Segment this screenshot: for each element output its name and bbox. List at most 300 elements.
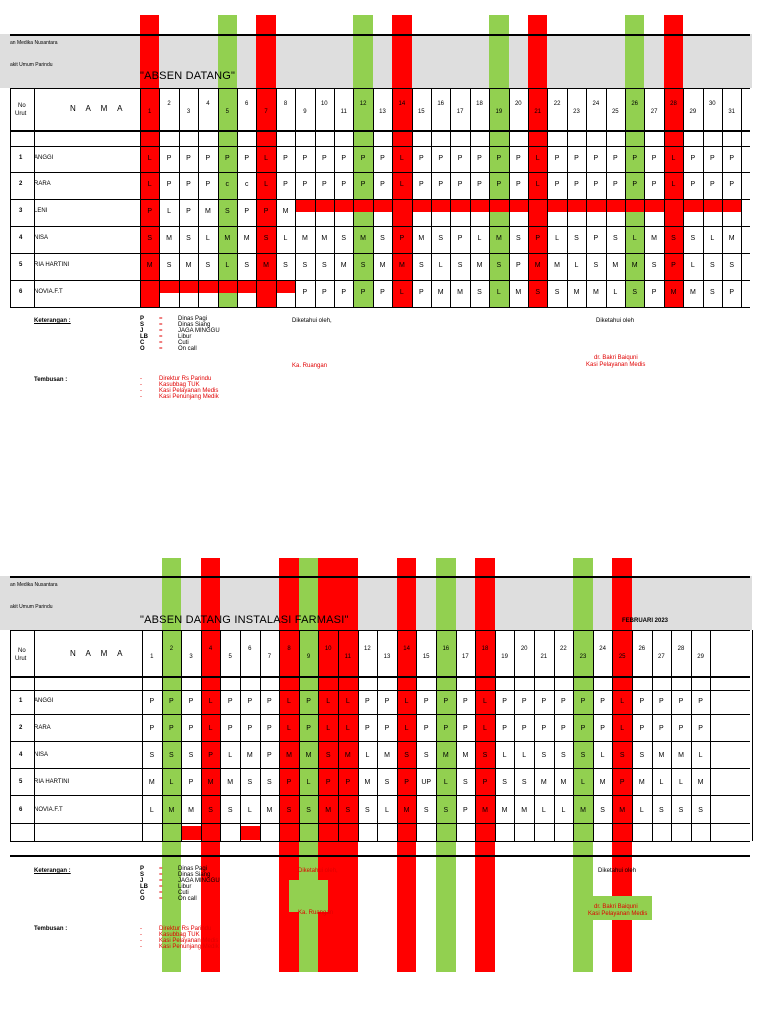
shift-cell: c [244, 181, 249, 188]
grid-row-line [10, 741, 750, 742]
row-number: 1 [19, 698, 23, 704]
employee-name: NISA [34, 235, 49, 241]
shift-cell: P [600, 725, 605, 732]
shift-cell: P [612, 181, 618, 188]
shift-cell: L [502, 752, 507, 759]
grid-col-line [606, 88, 607, 307]
shift-cell: S [423, 807, 429, 814]
day-number: 4 [206, 101, 210, 107]
shift-cell: P [186, 181, 191, 188]
day-number: 25 [618, 654, 626, 660]
shift-cell: P [515, 181, 521, 188]
day-number: 24 [592, 101, 600, 107]
row-number: 5 [19, 779, 23, 785]
grid-col-line [10, 88, 11, 307]
shift-cell: S [423, 752, 429, 759]
legend-code: P [140, 316, 145, 322]
shift-cell: M [437, 289, 444, 296]
grid-col-line [179, 88, 180, 307]
grid-col-line [547, 88, 548, 307]
shift-cell: S [360, 262, 366, 269]
shift-cell: S [341, 235, 347, 242]
shift-cell: P [205, 155, 211, 162]
day-number: 1 [150, 654, 154, 660]
day-number: 5 [225, 109, 229, 115]
tembusan-text: Direktur Rs Parindu [159, 376, 212, 382]
shift-cell: P [283, 155, 288, 162]
shift-cell: S [321, 262, 327, 269]
shift-cell: L [659, 779, 664, 786]
row-number: 5 [19, 262, 23, 268]
day-number: 8 [283, 101, 288, 107]
shift-cell: P [186, 208, 191, 215]
shift-cell: S [709, 289, 715, 296]
grid-col-line [412, 88, 413, 307]
shift-cell: P [457, 235, 463, 242]
shift-cell: M [651, 235, 657, 242]
shift-cell: P [423, 725, 429, 732]
grid-col-line [710, 630, 711, 841]
grid-row-line [10, 841, 750, 842]
shift-cell: P [463, 725, 468, 732]
shift-cell: M [204, 208, 211, 215]
grid-col-line [392, 88, 393, 307]
day-number: 10 [324, 646, 332, 652]
shift-cell: L [639, 807, 644, 814]
shift-cell: S [482, 752, 488, 759]
shift-cell: P [463, 807, 468, 814]
grid-col-line [625, 88, 626, 307]
day-number: 3 [186, 109, 191, 115]
day-number: 26 [631, 101, 639, 107]
day-number: 21 [534, 109, 542, 115]
shift-cell: M [188, 807, 194, 814]
shift-cell: S [574, 235, 579, 242]
shift-cell: L [671, 181, 676, 188]
shift-cell: P [678, 725, 684, 732]
day-number: 24 [599, 646, 606, 652]
day-number: 12 [359, 101, 367, 107]
shift-cell: S [149, 752, 155, 759]
shift-cell: P [263, 208, 269, 215]
row-number: 2 [19, 725, 23, 731]
grid-col-line [159, 88, 160, 307]
shift-cell: P [580, 698, 586, 705]
row-number: 6 [19, 807, 23, 813]
shift-cell: P [188, 725, 194, 732]
employee-name: RIA HARTINI [34, 779, 70, 785]
shift-cell: S [365, 807, 370, 814]
employee-name: RIA HARTINI [34, 262, 70, 268]
grid-row-line [10, 34, 750, 36]
shift-cell: L [228, 752, 233, 759]
legend-dash: = [159, 334, 163, 340]
shift-cell: S [502, 779, 507, 786]
shift-cell: M [398, 262, 405, 269]
shift-cell: L [477, 235, 482, 242]
grid-col-line [683, 88, 684, 307]
shift-cell: L [613, 289, 618, 296]
shift-cell: L [326, 725, 331, 732]
shift-cell: P [541, 698, 547, 705]
shift-cell: P [593, 235, 599, 242]
shift-cell: P [593, 181, 599, 188]
shift-cell: P [186, 155, 191, 162]
shift-cell: M [599, 779, 606, 786]
shift-cell: P [418, 289, 424, 296]
day-number: 16 [442, 646, 450, 652]
shift-cell: M [495, 235, 502, 242]
shift-cell: P [321, 289, 327, 296]
shift-cell: M [501, 807, 508, 814]
shift-cell: S [690, 235, 696, 242]
shift-cell: L [287, 725, 291, 732]
shift-cell: P [502, 698, 507, 705]
ka-ruangan: Ka. Ruangan [298, 910, 334, 916]
ka-ruangan: Ka. Ruangan [292, 363, 328, 369]
legend-code: J [140, 328, 144, 334]
day-number: 18 [476, 101, 483, 107]
shift-cell: M [612, 262, 619, 269]
day-number: 22 [560, 646, 567, 652]
shift-cell: P [306, 725, 311, 732]
shift-cell: L [679, 779, 683, 786]
shift-cell: L [671, 155, 676, 162]
day-number: 22 [553, 101, 561, 107]
shift-cell: P [399, 235, 405, 242]
day-column-highlight [475, 558, 495, 972]
shift-cell: P [612, 155, 618, 162]
shift-cell: M [243, 235, 250, 242]
shift-cell: L [385, 807, 389, 814]
day-number: 27 [650, 109, 658, 115]
legend-desc: Dinas Siang [178, 322, 211, 328]
shift-cell: S [418, 262, 424, 269]
shift-cell: P [457, 155, 463, 162]
shift-cell: P [321, 181, 327, 188]
shift-cell: P [418, 181, 424, 188]
no-label: No [18, 103, 26, 109]
grid-col-line [276, 88, 277, 307]
shift-cell: P [302, 289, 308, 296]
shift-cell: P [632, 155, 638, 162]
shift-cell: P [345, 779, 351, 786]
shift-cell: M [521, 807, 528, 814]
shift-cell: L [208, 698, 213, 705]
shift-cell: M [573, 289, 580, 296]
shift-cell: P [302, 155, 308, 162]
day-number: 6 [245, 101, 249, 107]
shift-cell: P [651, 155, 657, 162]
day-number: 23 [573, 109, 580, 115]
legend-desc: Cuti [178, 890, 189, 896]
diketahui-left: Diketahui oleh, [298, 868, 338, 874]
filled-row-block [295, 199, 741, 212]
legend-dash: = [159, 328, 163, 334]
grid-col-line [586, 88, 587, 307]
shift-cell: M [185, 262, 192, 269]
grid-col-line [664, 88, 665, 307]
legend-code: C [140, 340, 145, 346]
shift-cell: L [287, 698, 291, 705]
shift-cell: S [244, 262, 250, 269]
grid-col-line [489, 88, 490, 307]
shift-cell: L [205, 235, 210, 242]
shift-cell: P [574, 155, 579, 162]
grid-col-line [295, 88, 296, 307]
shift-cell: M [344, 752, 351, 759]
signature-highlight [289, 880, 328, 912]
shift-cell: M [148, 779, 155, 786]
shift-cell: S [496, 262, 502, 269]
shift-cell: M [580, 807, 586, 814]
row-number: 4 [19, 235, 23, 241]
shift-cell: P [224, 155, 230, 162]
keterangan-label: Keterangan : [34, 318, 71, 324]
shift-cell: M [246, 752, 253, 759]
employee-name: LENI [34, 208, 48, 214]
grid-row-line [10, 146, 750, 147]
shift-cell: M [379, 262, 386, 269]
shift-cell: L [438, 262, 443, 269]
shift-cell: P [521, 698, 527, 705]
shift-cell: M [678, 752, 684, 759]
grid-row-line [10, 88, 750, 89]
shift-cell: M [168, 807, 175, 814]
legend-code: J [140, 878, 144, 884]
shift-cell: L [365, 752, 370, 759]
day-number: 20 [514, 101, 522, 107]
shift-cell: M [670, 289, 677, 296]
grid-col-line [218, 88, 219, 307]
shift-cell: P [418, 155, 424, 162]
urut-label: Urut [15, 656, 27, 662]
legend-code: P [140, 866, 145, 872]
shift-cell: S [443, 807, 449, 814]
shift-cell: S [166, 262, 172, 269]
day-number: 7 [264, 109, 268, 115]
day-number: 14 [403, 646, 410, 652]
shift-cell: S [263, 235, 269, 242]
day-number: 30 [708, 101, 716, 107]
grid-row-line [10, 226, 750, 227]
shift-cell: S [227, 807, 233, 814]
shift-cell: P [149, 725, 155, 732]
signer-name: dr. Bakri Baiquni [594, 904, 638, 910]
shift-cell: P [535, 235, 541, 242]
legend-code: LB [140, 884, 148, 890]
shift-cell: M [638, 779, 645, 786]
shift-cell: M [166, 235, 172, 242]
tembusan-bullet: - [140, 932, 142, 938]
shift-cell: L [555, 235, 560, 242]
grid-col-line [140, 88, 141, 307]
day-column-highlight [436, 558, 456, 972]
shift-cell: P [438, 181, 444, 188]
row-number: 1 [19, 155, 23, 161]
shift-cell: M [263, 262, 269, 269]
day-number: 23 [579, 654, 587, 660]
shift-cell: L [483, 698, 487, 705]
shift-cell: S [457, 262, 463, 269]
legend-dash: = [159, 878, 163, 884]
day-number: 12 [364, 646, 371, 652]
shift-cell: S [188, 752, 194, 759]
legend-dash: = [159, 866, 163, 872]
day-number: 9 [303, 109, 307, 115]
employee-name: ANGGI [34, 155, 54, 161]
tembusan-label: Tembusan : [34, 377, 68, 383]
shift-cell: P [404, 779, 409, 786]
day-number: 2 [169, 646, 174, 652]
tembusan-text: Kasi Penunjang Medik [159, 944, 219, 950]
shift-cell: P [380, 155, 385, 162]
tembusan-label: Tembusan : [34, 926, 68, 932]
legend-dash: = [159, 884, 163, 890]
shift-cell: L [345, 698, 350, 705]
legend-desc: Libur [178, 884, 192, 890]
grid-row-line [10, 676, 750, 678]
shift-cell: L [574, 262, 579, 269]
shift-cell: c [225, 181, 230, 188]
shift-cell: P [247, 725, 253, 732]
day-number: 11 [344, 654, 351, 660]
day-number: 31 [728, 109, 736, 115]
shift-cell: L [483, 725, 487, 732]
shift-cell: M [534, 262, 541, 269]
grid-col-line [373, 88, 374, 307]
shift-cell: S [593, 262, 599, 269]
shift-cell: M [286, 752, 292, 759]
grid-row-line [10, 576, 750, 578]
shift-cell: S [380, 235, 385, 242]
shift-cell: P [341, 155, 347, 162]
day-number: 19 [495, 109, 503, 115]
shift-cell: P [496, 155, 502, 162]
day-number: 15 [422, 654, 430, 660]
shift-cell: P [651, 181, 657, 188]
shift-cell: P [227, 725, 233, 732]
shift-cell: M [697, 779, 704, 786]
shift-cell: S [267, 779, 272, 786]
legend-code: O [140, 346, 145, 352]
day-number: 21 [540, 654, 548, 660]
shift-cell: P [496, 181, 502, 188]
grid-row-line [10, 768, 750, 769]
shift-cell: M [515, 289, 522, 296]
shift-cell: S [561, 752, 566, 759]
shift-cell: P [321, 155, 327, 162]
shift-cell: M [266, 807, 273, 814]
shift-cell: L [225, 262, 230, 269]
sheet-title: "ABSEN DATANG INSTALASI FARMASI" [140, 614, 349, 626]
shift-cell: L [247, 807, 252, 814]
shift-cell: P [247, 698, 253, 705]
grid-col-line [509, 88, 510, 307]
shift-cell: P [423, 698, 429, 705]
shift-cell: P [515, 155, 521, 162]
shift-cell: P [267, 698, 272, 705]
shift-cell: P [698, 698, 703, 705]
grid-row-line [10, 690, 750, 691]
grid-col-line [450, 88, 451, 307]
shift-cell: P [188, 698, 194, 705]
shift-cell: M [658, 752, 665, 759]
shift-cell: P [365, 725, 370, 732]
shift-cell: P [554, 181, 560, 188]
shift-cell: P [149, 698, 155, 705]
tembusan-bullet: - [140, 382, 142, 388]
shift-cell: P [463, 698, 468, 705]
tembusan-text: Kasi Pelayanan Medis [159, 938, 219, 944]
shift-cell: P [267, 725, 272, 732]
grid-col-line [198, 88, 199, 307]
day-number: 4 [208, 646, 213, 652]
shift-cell: L [698, 752, 703, 759]
shift-cell: P [515, 262, 521, 269]
shift-cell: L [535, 181, 540, 188]
shift-cell: M [364, 779, 371, 786]
shift-cell: L [600, 752, 605, 759]
grid-col-line [34, 88, 35, 307]
legend-dash: = [159, 890, 163, 896]
row-number: 3 [19, 208, 23, 214]
day-number: 15 [417, 109, 425, 115]
shift-cell: P [632, 181, 638, 188]
grid-row-line [10, 795, 750, 796]
shift-cell: P [384, 725, 390, 732]
legend-dash: = [159, 896, 163, 902]
grid-col-line [353, 88, 354, 307]
day-number: 11 [340, 109, 347, 115]
shift-cell: S [186, 235, 191, 242]
grid-row-line [10, 172, 750, 173]
shift-cell: M [457, 289, 463, 296]
shift-cell: P [593, 155, 599, 162]
shift-cell: P [659, 725, 664, 732]
nama-header: N A M A [70, 649, 127, 658]
filled-row-block [240, 826, 260, 840]
signer-title: Kasi Pelayanan Medis [588, 911, 648, 917]
shift-cell: P [443, 725, 449, 732]
shift-cell: S [678, 807, 684, 814]
tembusan-text: Kasubbag TUK [159, 932, 200, 938]
shift-cell: L [264, 155, 269, 162]
legend-dash: = [159, 316, 163, 322]
tembusan-text: Kasi Pelayanan Medis [159, 388, 219, 394]
shift-cell: L [710, 235, 715, 242]
shift-cell: P [477, 155, 482, 162]
shift-cell: P [561, 725, 566, 732]
day-number: 19 [501, 654, 508, 660]
shift-cell: S [619, 752, 625, 759]
shift-cell: M [305, 752, 312, 759]
day-number: 3 [189, 654, 193, 660]
row-number: 2 [19, 181, 23, 187]
shift-cell: P [709, 181, 715, 188]
grid-row-line [10, 253, 750, 254]
shift-cell: S [247, 779, 253, 786]
diketahui-right: Diketahui oleh [598, 868, 637, 874]
signer-title: Kasi Pelayanan Medis [586, 362, 646, 368]
grid-col-line [722, 88, 723, 307]
org-name-line1: an Medika Nusantara [10, 40, 58, 46]
shift-cell: P [360, 155, 366, 162]
shift-cell: L [147, 155, 152, 162]
shift-cell: P [286, 779, 292, 786]
shift-cell: S [709, 262, 715, 269]
shift-cell: P [671, 262, 676, 269]
